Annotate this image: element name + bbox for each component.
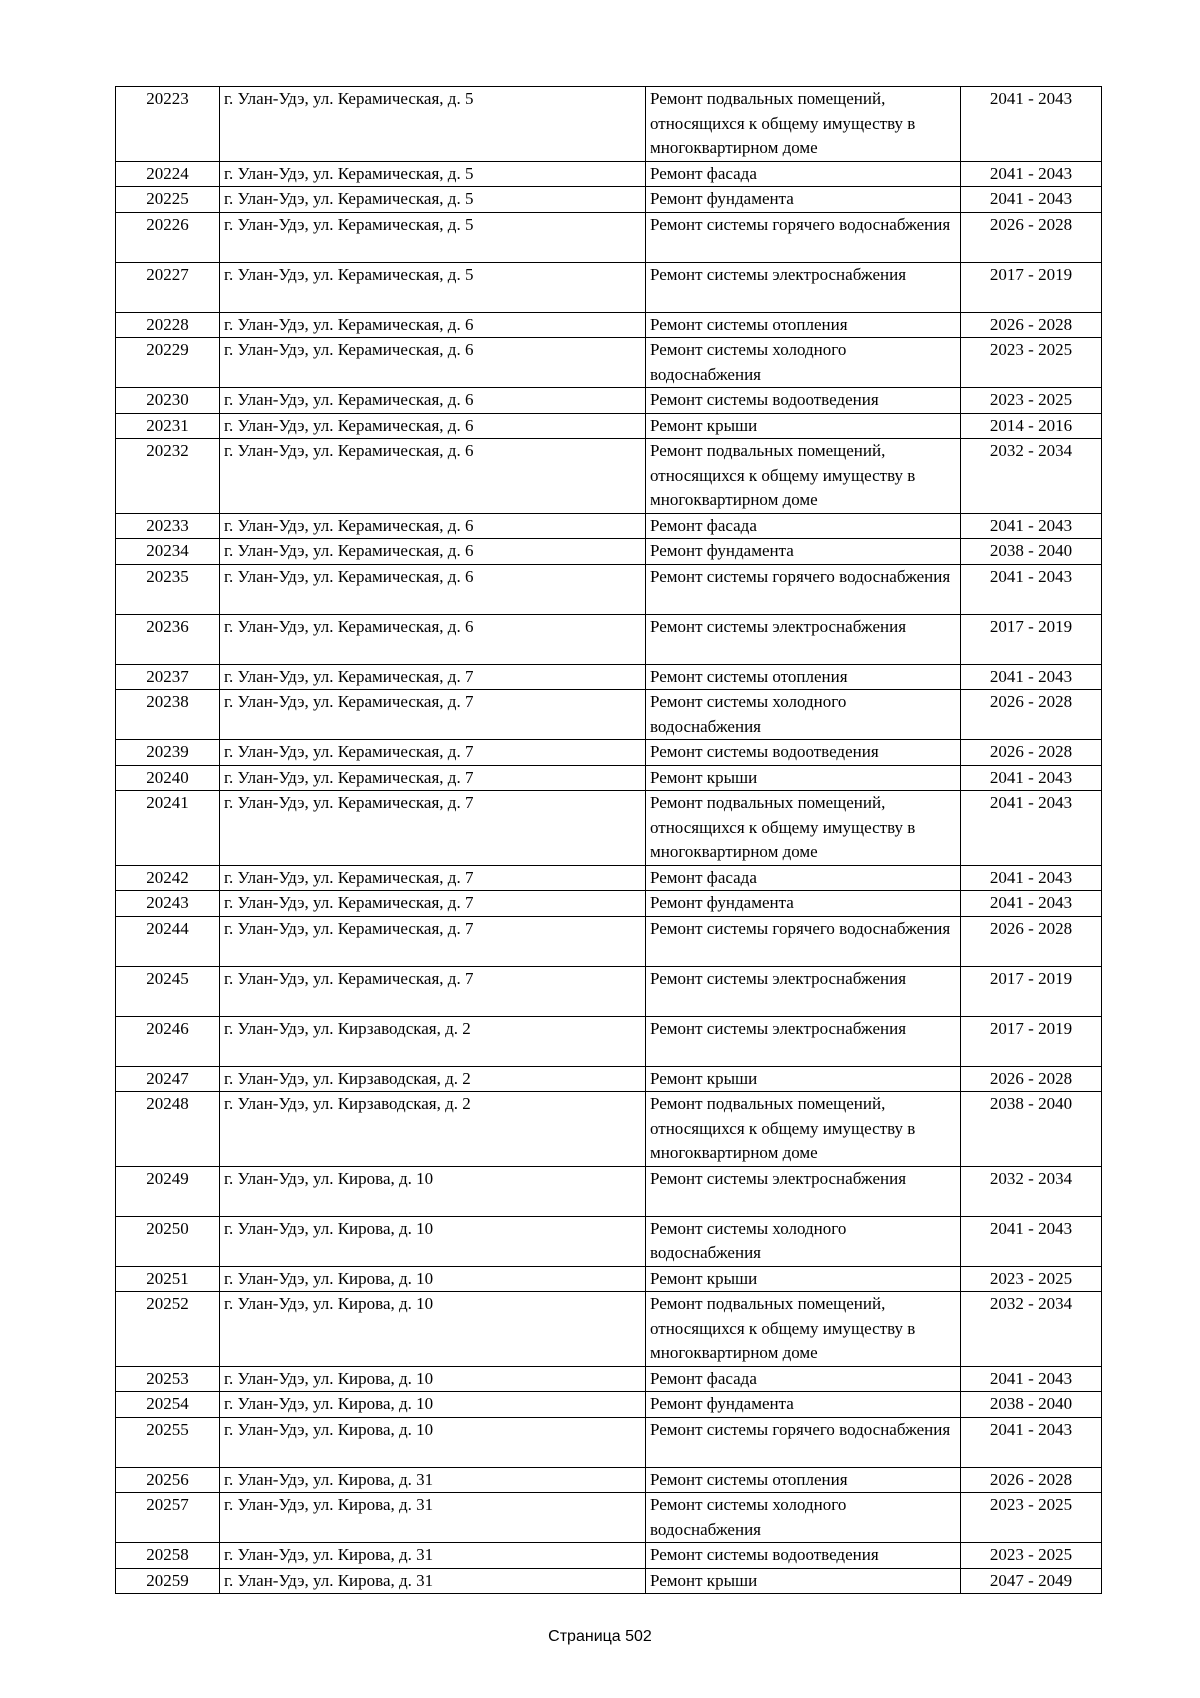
table-row: [116, 765, 1102, 791]
work-type-cell: Ремонт системы электроснабжения: [646, 1016, 961, 1066]
table-row: [116, 513, 1102, 539]
address-cell: г. Улан-Удэ, ул. Керамическая, д. 7: [220, 690, 646, 740]
work-type-cell: Ремонт системы холодного водоснабжения: [646, 690, 961, 740]
work-type-cell: Ремонт крыши: [646, 413, 961, 439]
work-type-cell: Ремонт системы горячего водоснабжения: [646, 564, 961, 614]
address-cell: г. Улан-Удэ, ул. Кирова, д. 10: [220, 1366, 646, 1392]
address-cell: г. Улан-Удэ, ул. Кирова, д. 10: [220, 1417, 646, 1467]
address-cell: г. Улан-Удэ, ул. Керамическая, д. 7: [220, 916, 646, 966]
row-number-cell: 20257: [116, 1493, 220, 1543]
address-cell: г. Улан-Удэ, ул. Керамическая, д. 7: [220, 865, 646, 891]
address-cell: г. Улан-Удэ, ул. Керамическая, д. 5: [220, 87, 646, 162]
work-type-cell: Ремонт системы отопления: [646, 312, 961, 338]
work-type-cell: Ремонт крыши: [646, 1066, 961, 1092]
table-row: [116, 916, 1102, 966]
work-type-cell: Ремонт крыши: [646, 765, 961, 791]
row-number-cell: 20245: [116, 966, 220, 1016]
work-type-cell: Ремонт крыши: [646, 1266, 961, 1292]
row-number-cell: 20246: [116, 1016, 220, 1066]
table-row: [116, 865, 1102, 891]
period-cell: 2041 - 2043: [961, 891, 1102, 917]
work-type-cell: Ремонт фундамента: [646, 891, 961, 917]
row-number-cell: 20237: [116, 664, 220, 690]
row-number-cell: 20248: [116, 1092, 220, 1167]
address-cell: г. Улан-Удэ, ул. Кирова, д. 10: [220, 1292, 646, 1367]
address-cell: г. Улан-Удэ, ул. Керамическая, д. 5: [220, 161, 646, 187]
address-cell: г. Улан-Удэ, ул. Кирова, д. 10: [220, 1166, 646, 1216]
table-row: [116, 87, 1102, 162]
work-type-cell: Ремонт подвальных помещений, относящихся к общему имуществу в многоквартирном доме: [646, 1092, 961, 1167]
row-number-cell: 20236: [116, 614, 220, 664]
period-cell: 2047 - 2049: [961, 1568, 1102, 1594]
row-number-cell: 20243: [116, 891, 220, 917]
period-cell: 2026 - 2028: [961, 1066, 1102, 1092]
period-cell: 2023 - 2025: [961, 388, 1102, 414]
table-row: [116, 564, 1102, 614]
address-cell: г. Улан-Удэ, ул. Керамическая, д. 7: [220, 765, 646, 791]
period-cell: 2026 - 2028: [961, 916, 1102, 966]
period-cell: 2038 - 2040: [961, 1392, 1102, 1418]
table-row: [116, 740, 1102, 766]
table-row: [116, 262, 1102, 312]
table-row: [116, 1216, 1102, 1266]
address-cell: г. Улан-Удэ, ул. Кирова, д. 10: [220, 1392, 646, 1418]
period-cell: 2023 - 2025: [961, 338, 1102, 388]
address-cell: г. Улан-Удэ, ул. Кирова, д. 31: [220, 1493, 646, 1543]
work-type-cell: Ремонт фасада: [646, 513, 961, 539]
repair-schedule-table: [115, 86, 1102, 1594]
row-number-cell: 20224: [116, 161, 220, 187]
work-type-cell: Ремонт системы водоотведения: [646, 388, 961, 414]
address-cell: г. Улан-Удэ, ул. Керамическая, д. 7: [220, 740, 646, 766]
table-row: [116, 614, 1102, 664]
row-number-cell: 20228: [116, 312, 220, 338]
work-type-cell: Ремонт фасада: [646, 1366, 961, 1392]
row-number-cell: 20231: [116, 413, 220, 439]
period-cell: 2014 - 2016: [961, 413, 1102, 439]
period-cell: 2032 - 2034: [961, 439, 1102, 514]
address-cell: г. Улан-Удэ, ул. Керамическая, д. 6: [220, 338, 646, 388]
table-row: [116, 413, 1102, 439]
period-cell: 2023 - 2025: [961, 1543, 1102, 1569]
work-type-cell: Ремонт системы электроснабжения: [646, 262, 961, 312]
period-cell: 2041 - 2043: [961, 87, 1102, 162]
table-row: [116, 1266, 1102, 1292]
row-number-cell: 20234: [116, 539, 220, 565]
period-cell: 2026 - 2028: [961, 212, 1102, 262]
address-cell: г. Улан-Удэ, ул. Кирова, д. 10: [220, 1216, 646, 1266]
work-type-cell: Ремонт системы холодного водоснабжения: [646, 1216, 961, 1266]
period-cell: 2017 - 2019: [961, 1016, 1102, 1066]
row-number-cell: 20225: [116, 187, 220, 213]
table-row: [116, 1166, 1102, 1216]
address-cell: г. Улан-Удэ, ул. Керамическая, д. 7: [220, 791, 646, 866]
work-type-cell: Ремонт системы электроснабжения: [646, 614, 961, 664]
row-number-cell: 20244: [116, 916, 220, 966]
row-number-cell: 20249: [116, 1166, 220, 1216]
table-row: [116, 1092, 1102, 1167]
period-cell: 2041 - 2043: [961, 161, 1102, 187]
table-row: [116, 1568, 1102, 1594]
address-cell: г. Улан-Удэ, ул. Керамическая, д. 5: [220, 212, 646, 262]
address-cell: г. Улан-Удэ, ул. Керамическая, д. 7: [220, 891, 646, 917]
work-type-cell: Ремонт системы холодного водоснабжения: [646, 1493, 961, 1543]
period-cell: 2026 - 2028: [961, 690, 1102, 740]
period-cell: 2026 - 2028: [961, 312, 1102, 338]
work-type-cell: Ремонт системы холодного водоснабжения: [646, 338, 961, 388]
row-number-cell: 20235: [116, 564, 220, 614]
address-cell: г. Улан-Удэ, ул. Керамическая, д. 7: [220, 966, 646, 1016]
table-row: [116, 338, 1102, 388]
table-row: [116, 212, 1102, 262]
period-cell: 2041 - 2043: [961, 187, 1102, 213]
period-cell: 2038 - 2040: [961, 1092, 1102, 1167]
address-cell: г. Улан-Удэ, ул. Кирова, д. 31: [220, 1467, 646, 1493]
row-number-cell: 20232: [116, 439, 220, 514]
address-cell: г. Улан-Удэ, ул. Кирова, д. 31: [220, 1568, 646, 1594]
row-number-cell: 20258: [116, 1543, 220, 1569]
row-number-cell: 20251: [116, 1266, 220, 1292]
period-cell: 2023 - 2025: [961, 1493, 1102, 1543]
table-row: [116, 312, 1102, 338]
row-number-cell: 20223: [116, 87, 220, 162]
row-number-cell: 20239: [116, 740, 220, 766]
row-number-cell: 20229: [116, 338, 220, 388]
period-cell: 2041 - 2043: [961, 1366, 1102, 1392]
row-number-cell: 20252: [116, 1292, 220, 1367]
address-cell: г. Улан-Удэ, ул. Керамическая, д. 6: [220, 439, 646, 514]
work-type-cell: Ремонт системы электроснабжения: [646, 1166, 961, 1216]
row-number-cell: 20226: [116, 212, 220, 262]
table-row: [116, 539, 1102, 565]
row-number-cell: 20250: [116, 1216, 220, 1266]
period-cell: 2041 - 2043: [961, 865, 1102, 891]
period-cell: 2017 - 2019: [961, 262, 1102, 312]
period-cell: 2038 - 2040: [961, 539, 1102, 565]
table-row: [116, 1392, 1102, 1418]
period-cell: 2041 - 2043: [961, 1216, 1102, 1266]
row-number-cell: 20247: [116, 1066, 220, 1092]
table-row: [116, 664, 1102, 690]
table-row: [116, 1016, 1102, 1066]
table-row: [116, 1066, 1102, 1092]
row-number-cell: 20259: [116, 1568, 220, 1594]
address-cell: г. Улан-Удэ, ул. Кирзаводская, д. 2: [220, 1092, 646, 1167]
address-cell: г. Улан-Удэ, ул. Керамическая, д. 5: [220, 262, 646, 312]
row-number-cell: 20256: [116, 1467, 220, 1493]
period-cell: 2026 - 2028: [961, 1467, 1102, 1493]
row-number-cell: 20242: [116, 865, 220, 891]
table-row: [116, 966, 1102, 1016]
period-cell: 2041 - 2043: [961, 664, 1102, 690]
address-cell: г. Улан-Удэ, ул. Керамическая, д. 6: [220, 614, 646, 664]
row-number-cell: 20253: [116, 1366, 220, 1392]
page-number: Страница 502: [548, 1628, 652, 1645]
period-cell: 2041 - 2043: [961, 1417, 1102, 1467]
address-cell: г. Улан-Удэ, ул. Керамическая, д. 6: [220, 312, 646, 338]
work-type-cell: Ремонт системы водоотведения: [646, 740, 961, 766]
table-row: [116, 439, 1102, 514]
work-type-cell: Ремонт системы отопления: [646, 664, 961, 690]
work-type-cell: Ремонт подвальных помещений, относящихся к общему имуществу в многоквартирном доме: [646, 87, 961, 162]
work-type-cell: Ремонт фасада: [646, 865, 961, 891]
row-number-cell: 20238: [116, 690, 220, 740]
work-type-cell: Ремонт системы отопления: [646, 1467, 961, 1493]
table-row: [116, 388, 1102, 414]
work-type-cell: Ремонт подвальных помещений, относящихся к общему имуществу в многоквартирном доме: [646, 439, 961, 514]
period-cell: 2017 - 2019: [961, 966, 1102, 1016]
period-cell: 2041 - 2043: [961, 765, 1102, 791]
table-body: [116, 87, 1102, 1594]
address-cell: г. Улан-Удэ, ул. Керамическая, д. 6: [220, 564, 646, 614]
address-cell: г. Улан-Удэ, ул. Кирова, д. 31: [220, 1543, 646, 1569]
work-type-cell: Ремонт фундамента: [646, 539, 961, 565]
period-cell: 2041 - 2043: [961, 791, 1102, 866]
work-type-cell: Ремонт системы электроснабжения: [646, 966, 961, 1016]
address-cell: г. Улан-Удэ, ул. Керамическая, д. 7: [220, 664, 646, 690]
work-type-cell: Ремонт системы водоотведения: [646, 1543, 961, 1569]
work-type-cell: Ремонт крыши: [646, 1568, 961, 1594]
table-row: [116, 1292, 1102, 1367]
row-number-cell: 20227: [116, 262, 220, 312]
table-row: [116, 690, 1102, 740]
address-cell: г. Улан-Удэ, ул. Кирзаводская, д. 2: [220, 1016, 646, 1066]
address-cell: г. Улан-Удэ, ул. Кирзаводская, д. 2: [220, 1066, 646, 1092]
work-type-cell: Ремонт системы горячего водоснабжения: [646, 212, 961, 262]
work-type-cell: Ремонт подвальных помещений, относящихся к общему имуществу в многоквартирном доме: [646, 791, 961, 866]
address-cell: г. Улан-Удэ, ул. Керамическая, д. 6: [220, 388, 646, 414]
period-cell: 2032 - 2034: [961, 1292, 1102, 1367]
address-cell: г. Улан-Удэ, ул. Керамическая, д. 6: [220, 539, 646, 565]
work-type-cell: Ремонт подвальных помещений, относящихся к общему имуществу в многоквартирном доме: [646, 1292, 961, 1367]
table-row: [116, 1366, 1102, 1392]
work-type-cell: Ремонт системы горячего водоснабжения: [646, 1417, 961, 1467]
row-number-cell: 20255: [116, 1417, 220, 1467]
address-cell: г. Улан-Удэ, ул. Керамическая, д. 6: [220, 513, 646, 539]
period-cell: 2026 - 2028: [961, 740, 1102, 766]
period-cell: 2017 - 2019: [961, 614, 1102, 664]
work-type-cell: Ремонт системы горячего водоснабжения: [646, 916, 961, 966]
work-type-cell: Ремонт фасада: [646, 161, 961, 187]
period-cell: 2041 - 2043: [961, 513, 1102, 539]
table-row: [116, 187, 1102, 213]
row-number-cell: 20240: [116, 765, 220, 791]
table-row: [116, 1417, 1102, 1467]
row-number-cell: 20233: [116, 513, 220, 539]
address-cell: г. Улан-Удэ, ул. Керамическая, д. 5: [220, 187, 646, 213]
table-row: [116, 161, 1102, 187]
period-cell: 2032 - 2034: [961, 1166, 1102, 1216]
row-number-cell: 20254: [116, 1392, 220, 1418]
table-row: [116, 1493, 1102, 1543]
address-cell: г. Улан-Удэ, ул. Керамическая, д. 6: [220, 413, 646, 439]
work-type-cell: Ремонт фундамента: [646, 187, 961, 213]
address-cell: г. Улан-Удэ, ул. Кирова, д. 10: [220, 1266, 646, 1292]
table-row: [116, 791, 1102, 866]
period-cell: 2023 - 2025: [961, 1266, 1102, 1292]
row-number-cell: 20230: [116, 388, 220, 414]
table-row: [116, 1543, 1102, 1569]
row-number-cell: 20241: [116, 791, 220, 866]
table-row: [116, 891, 1102, 917]
table-row: [116, 1467, 1102, 1493]
work-type-cell: Ремонт фундамента: [646, 1392, 961, 1418]
period-cell: 2041 - 2043: [961, 564, 1102, 614]
